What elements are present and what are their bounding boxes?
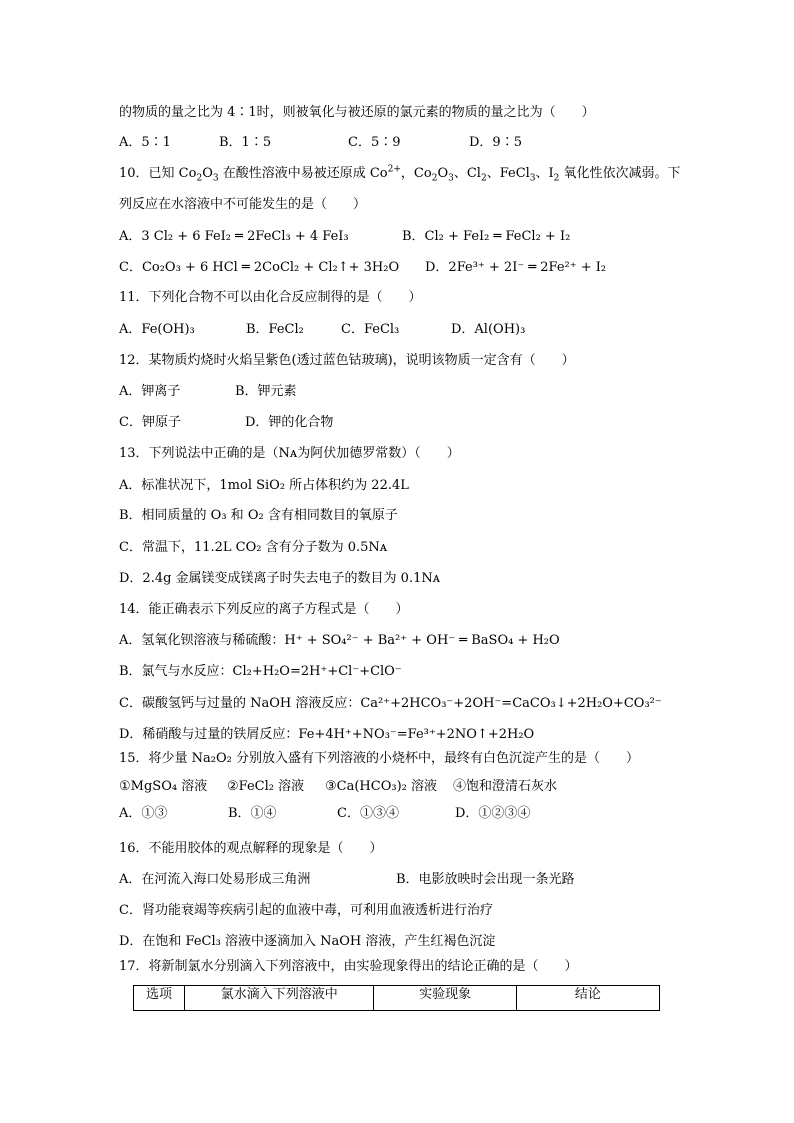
q15-choice-2: ②FeCl₂ 溶液 [227,779,305,794]
q14-stem: 14．能正确表示下列反应的离子方程式是（ ） [119,602,409,617]
q15-option-a: A．①③ [119,806,168,821]
q12-option-a: A．钾离子 [119,384,181,399]
q13-option-d: D．2.4g 金属镁变成镁离子时失去电子的数目为 0.1Nᴀ [119,571,441,586]
q15-option-d: D．①②③④ [455,806,531,821]
q15-stem: 15．将少量 Na₂O₂ 分别放入盛有下列溶液的小烧杯中，最终有白色沉淀产生的是（ ） [119,751,640,766]
q9-option-a: A．5∶1 [119,135,171,150]
q15-choice-3: ③Ca(HCO₃)₂ 溶液 [325,779,437,794]
q10-stem-line1: 10．已知 $Co_2O_3$ 在酸性溶液中易被还原成 $Co^{2+}$，$Co_2O_3$、$Cl_2$、FeCl$_3$、$I_2$ 氧化性依次减弱。下 [119,164,681,184]
q14-option-c: C．碳酸氢钙与过量的 NaOH 溶液反应：Ca²⁺+2HCO₃⁻+2OH⁻=CaCO₃↓+2H₂O+CO₃²⁻ [119,696,662,711]
q11-option-b: B．FeCl₂ [246,322,304,337]
q11-stem: 11．下列化合物不可以由化合反应制得的是（ ） [119,290,422,305]
q16-option-d: D．在饱和 FeCl₃ 溶液中逐滴加入 NaOH 溶液，产生红褐色沉淀 [119,934,496,949]
q9-option-b: B．1∶5 [219,135,272,150]
q13-option-b: B．相同质量的 O₃ 和 O₂ 含有相同数目的氧原子 [119,508,398,523]
q11-option-c: C．FeCl₃ [341,322,400,337]
q10-option-a: A．3 Cl₂ + 6 FeI₂ ═ 2FeCl₃ + 4 FeI₃ [119,229,349,244]
q9-option-c: C．5∶9 [348,135,401,150]
q16-option-c: C．肾功能衰竭等疾病引起的血液中毒，可利用血液透析进行治疗 [119,903,493,918]
q9-option-d: D．9∶5 [469,135,522,150]
q15-choice-1: ①MgSO₄ 溶液 [119,779,208,794]
q12-stem: 12．某物质灼烧时火焰呈紫色(透过蓝色钴玻璃)，说明该物质一定含有（ ） [119,353,575,368]
q17-table [133,985,660,1011]
q12-option-b: B．钾元素 [235,384,297,399]
q14-option-b: B．氯气与水反应：Cl₂+H₂O=2H⁺+Cl⁻+ClO⁻ [119,664,402,679]
q14-option-a: A．氢氧化钡溶液与稀硫酸：H⁺ + SO₄²⁻ + Ba²⁺ + OH⁻ ═ BaSO₄ + H₂O [119,633,560,648]
q16-option-b: B．电影放映时会出现一条光路 [396,872,575,887]
q13-stem: 13．下列说法中正确的是（Nᴀ为阿伏加德罗常数）（ ） [119,446,460,461]
q10-option-c: C．Co₂O₃ + 6 HCl ═ 2CoCl₂ + Cl₂↑+ 3H₂O [119,260,400,275]
q10-option-d: D．2Fe³⁺ + 2I⁻ ═ 2Fe²⁺ + I₂ [425,260,607,275]
q15-option-c: C．①③④ [337,806,399,821]
table-header-cell: 选项 [134,986,185,1011]
q12-option-d: D．钾的化合物 [245,415,334,430]
q15-choice-4: ④饱和澄清石灰水 [453,779,558,794]
q17-stem: 17．将新制氯水分别滴入下列溶液中，由实验现象得出的结论正确的是（ ） [119,959,578,974]
q10-option-b: B．Cl₂ + FeI₂ ═ FeCl₂ + I₂ [402,229,571,244]
q16-stem: 16．不能用胶体的观点解释的现象是（ ） [119,841,383,856]
q14-option-d: D．稀硝酸与过量的铁屑反应：Fe+4H⁺+NO₃⁻=Fe³⁺+2NO↑+2H₂O [119,727,535,742]
q11-option-a: A．Fe(OH)₃ [119,322,195,337]
table-header-cell: 氯水滴入下列溶液中 [185,986,374,1011]
q13-option-c: C．常温下，11.2L CO₂ 含有分子数为 0.5Nᴀ [119,540,388,555]
q11-option-d: D．Al(OH)₃ [451,322,526,337]
table-header-cell: 实验现象 [374,986,516,1011]
q16-option-a: A．在河流入海口处易形成三角洲 [119,872,311,887]
q9-stem-tail: 的物质的量之比为 4∶1时，则被氧化与被还原的氯元素的物质的量之比为（ ） [119,105,595,120]
q13-option-a: A．标准状况下，1mol SiO₂ 所占体积约为 22.4L [119,478,409,493]
q15-option-b: B．①④ [228,806,277,821]
q10-stem-line2: 列反应在水溶液中不可能发生的是（ ） [119,197,367,212]
q12-option-c: C．钾原子 [119,415,181,430]
table-header-row [134,986,660,1011]
table-header-cell: 结论 [516,986,659,1011]
